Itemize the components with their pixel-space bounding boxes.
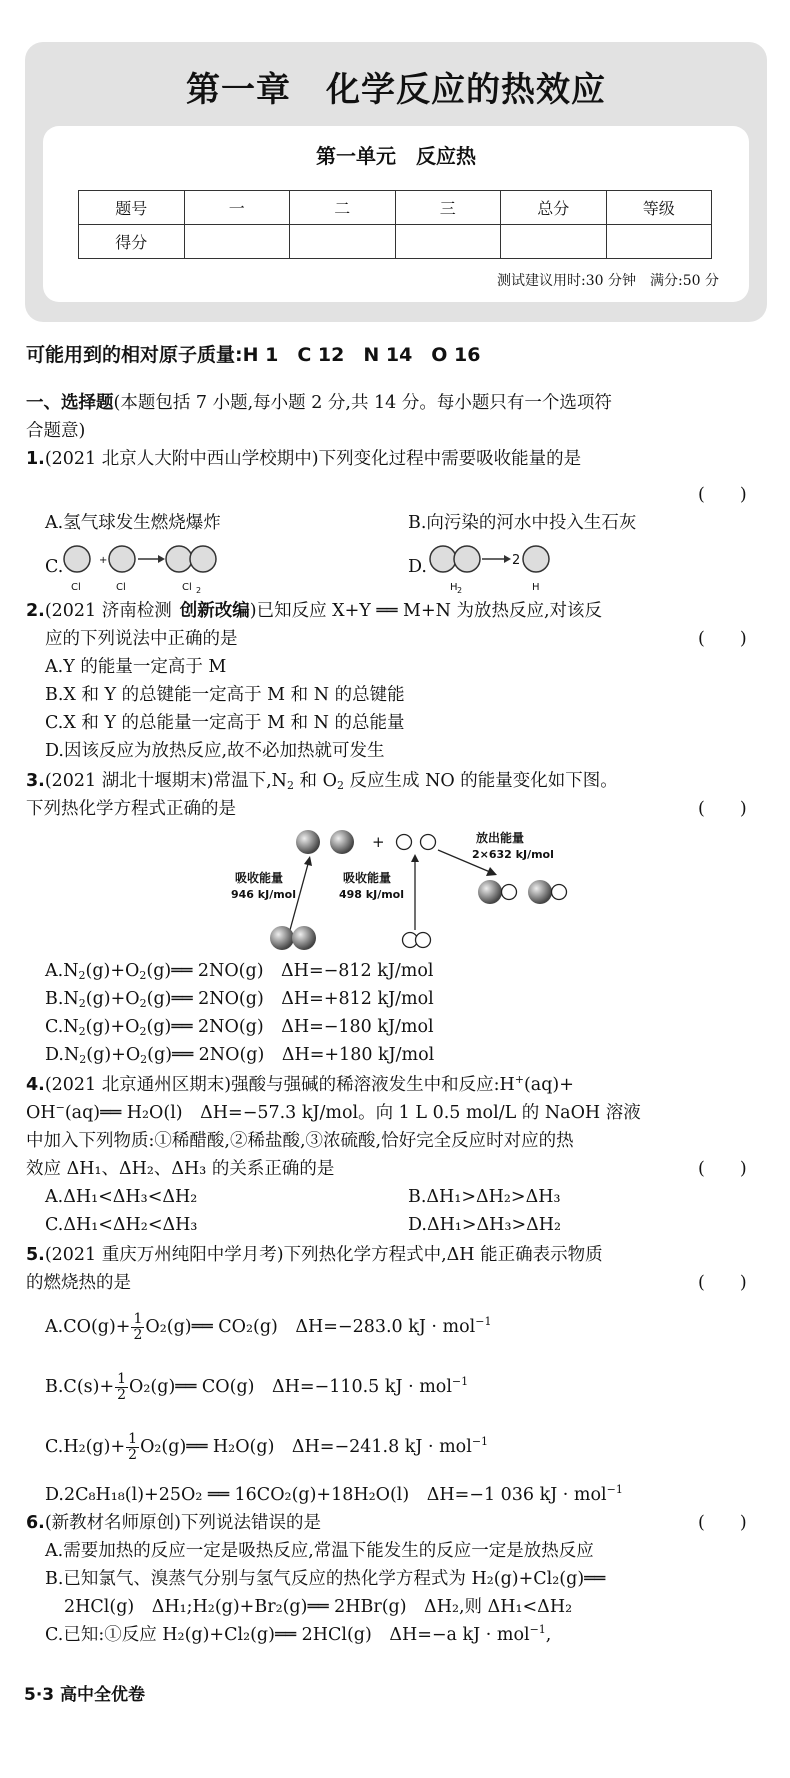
release-energy-title: 放出能量 (476, 831, 525, 845)
score-header-cell: 三 (395, 191, 501, 225)
cl-label: Cl (116, 582, 126, 593)
q3-answer-bracket[interactable]: ( ) (698, 799, 747, 819)
eq-part: O₂(g)══ CO₂(g) ΔH=−283.0 kJ · mol (145, 1317, 476, 1337)
q1-option-c-diagram (62, 540, 227, 596)
q5-number: 5. (26, 1245, 45, 1265)
q4-line1-end: (aq)+ (523, 1075, 574, 1095)
superscript: −1 (606, 1483, 623, 1496)
q5-stem-line2: 的燃烧热的是 (26, 1273, 131, 1293)
section-note: (本题包括 7 小题,每小题 2 分,共 14 分。每小题只有一个选项符 (113, 393, 612, 413)
eq-part: N (63, 1017, 79, 1037)
score-row-label: 得分 (79, 225, 185, 259)
test-time: 测试建议用时:30 分钟 满分:50 分 (497, 273, 719, 289)
fraction-half (131, 1312, 144, 1343)
score-cell[interactable] (501, 225, 607, 259)
q6-answer-bracket[interactable]: ( ) (698, 1513, 747, 1533)
q6-stem (26, 1512, 321, 1534)
score-panel (43, 126, 749, 302)
q3-option-c (45, 1016, 434, 1038)
eq-part: B.C(s)+ (45, 1377, 115, 1397)
opt-letter: A. (45, 961, 64, 981)
atomic-mass-line: 可能用到的相对原子质量:H 1 C 12 N 14 O 16 (26, 344, 481, 366)
cl2-label: Cl (182, 582, 192, 593)
absorb-energy-value-2: 498 kJ/mol (339, 888, 405, 901)
subscript: 2 (139, 997, 147, 1010)
q4-line2-pre: OH (26, 1103, 56, 1123)
q2-stem-pre: (2021 济南检测 (44, 601, 172, 621)
subscript: 2 (336, 779, 344, 792)
superscript: −1 (471, 1435, 489, 1448)
q6-option-c-line1 (45, 1624, 551, 1646)
cl2-atom (190, 546, 216, 572)
subscript: 2 (140, 1053, 148, 1066)
score-table-header-row (79, 191, 712, 225)
section-note-line2: 合题意) (26, 421, 86, 441)
q1-stem-text: (2021 北京人大附中西山学校期中)下列变化过程中需要吸收能量的是 (44, 449, 582, 469)
q1-stem (26, 448, 581, 470)
q2-stem (26, 600, 602, 622)
eq-part: , (545, 1625, 552, 1645)
superscript: −1 (529, 1623, 546, 1636)
q4-stem-line2 (26, 1102, 641, 1124)
q6-number: 6. (26, 1513, 45, 1533)
subscript: 2 (78, 1025, 86, 1038)
o-atom (421, 835, 436, 850)
score-header-cell: 题号 (79, 191, 185, 225)
eq-part: D.2C₈H₁₈(l)+25O₂ ══ 16CO₂(g)+18H₂O(l) ΔH=−1 036 kJ · mol (45, 1485, 607, 1505)
arrow-head (158, 555, 165, 563)
frac-num: 1 (133, 1311, 143, 1327)
q5-option-b (45, 1370, 468, 1404)
header-panel (25, 42, 767, 322)
delta-h: ΔH=−812 kJ/mol (281, 961, 434, 981)
eq-part: C.已知:①反应 H₂(g)+Cl₂(g)══ 2HCl(g) ΔH=−a kJ · mol (45, 1625, 530, 1645)
score-cell[interactable] (290, 225, 396, 259)
plus-sign: + (99, 555, 108, 566)
q4-line2: (aq)══ H₂O(l) ΔH=−57.3 kJ/mol。向 1 L 0.5 mol/L 的 NaOH 溶液 (64, 1103, 641, 1123)
section-heading (26, 392, 612, 414)
section-title: 一、选择题 (26, 393, 114, 413)
opt-letter: B. (45, 989, 64, 1009)
chapter-title: 第一章 化学反应的热效应 (186, 70, 606, 110)
score-header-cell: 二 (290, 191, 396, 225)
superscript: + (514, 1073, 524, 1086)
no-n-atom (528, 880, 552, 904)
q1-option-c-label: C. (45, 557, 64, 577)
score-table (78, 190, 712, 259)
q2-stem-line2: 应的下列说法中正确的是 (45, 629, 238, 649)
fraction-half (115, 1372, 128, 1403)
q6-stem-text: (新教材名师原创)下列说法错误的是 (44, 1513, 321, 1533)
q4-line1: (2021 北京通州区期末)强酸与强碱的稀溶液发生中和反应:H (44, 1075, 515, 1095)
arrow-head (304, 856, 312, 866)
q3-option-a (45, 960, 433, 982)
cl-atom (64, 546, 90, 572)
plus-sign: + (372, 833, 385, 851)
superscript: −1 (475, 1315, 492, 1328)
q5-answer-bracket[interactable]: ( ) (698, 1273, 747, 1293)
frac-den: 2 (128, 1447, 138, 1463)
eq-part: O₂(g)══ H₂O(g) ΔH=−241.8 kJ · mol (140, 1437, 472, 1457)
eq-part: (g)══ 2NO(g) (146, 1017, 282, 1037)
subscript: 2 (78, 997, 86, 1010)
h-atom (523, 546, 549, 572)
h2-label: H (450, 582, 458, 593)
footer-brand: 5·3 高中全优卷 (24, 1685, 146, 1705)
q2-stem-post: )已知反应 X+Y ══ M+N 为放热反应,对该反 (249, 601, 603, 621)
absorb-energy-value-1: 946 kJ/mol (231, 888, 297, 901)
arrow-head (504, 555, 511, 563)
delta-h: ΔH=−180 kJ/mol (281, 1017, 434, 1037)
q2-option-d: D.因该反应为放热反应,故不必加热就可发生 (45, 741, 385, 761)
q3-option-b (45, 988, 434, 1010)
eq-part: (g)══ 2NO(g) (146, 961, 282, 981)
opt-letter: C. (45, 1017, 64, 1037)
frac-num: 1 (117, 1371, 127, 1387)
q3-option-d (45, 1044, 434, 1066)
unit-title: 第一单元 反应热 (316, 144, 476, 168)
q1-answer-bracket[interactable]: ( ) (698, 485, 747, 505)
q3-number: 3. (26, 771, 45, 791)
cl-label: Cl (71, 582, 81, 593)
q4-stem-line1 (26, 1074, 574, 1096)
eq-part: (g)+O (85, 1017, 140, 1037)
h2-subscript: 2 (457, 586, 463, 595)
q1-number: 1. (26, 449, 45, 469)
absorb-energy-title-1: 吸收能量 (235, 871, 284, 885)
no-o-atom (502, 885, 517, 900)
eq-part: O₂(g)══ CO(g) ΔH=−110.5 kJ · mol (129, 1377, 452, 1397)
delta-h: ΔH=+180 kJ/mol (281, 1045, 435, 1065)
delta-h: ΔH=+812 kJ/mol (281, 989, 434, 1009)
h2-atom (430, 546, 456, 572)
cl2-atom (166, 546, 192, 572)
q2-answer-bracket[interactable]: ( ) (698, 629, 747, 649)
subscript: 2 (286, 779, 294, 792)
eq-part: (g)+O (85, 989, 140, 1009)
cl2-subscript: 2 (196, 586, 202, 595)
q1-option-d-diagram (428, 540, 558, 596)
eq-part: N (63, 1045, 80, 1065)
q5-option-c (45, 1430, 488, 1464)
q3-stem (26, 770, 618, 792)
no-n-atom (478, 880, 502, 904)
score-header-cell: 总分 (501, 191, 607, 225)
superscript: −1 (451, 1375, 469, 1388)
q6-option-b-line2: 2HCl(g) ΔH₁;H₂(g)+Br₂(g)══ 2HBr(g) ΔH₂,则 ΔH₁<ΔH₂ (64, 1597, 573, 1617)
frac-num: 1 (128, 1431, 138, 1447)
n2-atom (292, 926, 316, 950)
eq-part: (g)+O (85, 961, 140, 981)
q3-stem-b: 和 O (293, 771, 337, 791)
subscript: 2 (78, 969, 86, 982)
score-header-cell: 等级 (606, 191, 712, 225)
frac-den: 2 (117, 1387, 127, 1403)
q4-stem-line3: 中加入下列物质:①稀醋酸,②稀盐酸,③浓硫酸,恰好完全反应时对应的热 (26, 1131, 574, 1151)
o2-atom (416, 933, 431, 948)
q3-energy-diagram (220, 820, 590, 955)
cl-atom (109, 546, 135, 572)
n2-atom (270, 926, 294, 950)
subscript: 2 (79, 1053, 87, 1066)
superscript: − (55, 1101, 65, 1114)
eq-part: (g)══ 2NO(g) (146, 989, 282, 1009)
q6-option-b-line1: B.已知氯气、溴蒸气分别与氢气反应的热化学方程式为 H₂(g)+Cl₂(g)══ (45, 1569, 606, 1589)
no-o-atom (552, 885, 567, 900)
q5-option-d (45, 1484, 623, 1506)
q4-option-a: A.ΔH₁<ΔH₃<ΔH₂ (45, 1187, 198, 1207)
coefficient: 2 (512, 553, 521, 568)
release-energy-value: 2×632 kJ/mol (472, 848, 554, 861)
q3-stem-a: (2021 湖北十堰期末)常温下,N (44, 771, 287, 791)
q4-option-c: C.ΔH₁<ΔH₂<ΔH₃ (45, 1215, 198, 1235)
q5-stem (26, 1244, 603, 1266)
q4-option-d: D.ΔH₁>ΔH₃>ΔH₂ (408, 1215, 562, 1235)
score-header-cell: 一 (184, 191, 290, 225)
subscript: 2 (139, 969, 147, 982)
q2-option-a: A.Y 的能量一定高于 M (45, 657, 227, 677)
score-cell[interactable] (395, 225, 501, 259)
q2-tag: 创新改编 (179, 601, 250, 621)
eq-part: (g)+O (86, 1045, 141, 1065)
score-cell[interactable] (606, 225, 712, 259)
q5-stem-text: (2021 重庆万州纯阳中学月考)下列热化学方程式中,ΔH 能正确表示物质 (44, 1245, 603, 1265)
o-atom (397, 835, 412, 850)
opt-letter: D. (45, 1045, 64, 1065)
q3-stem-line2: 下列热化学方程式正确的是 (26, 799, 236, 819)
arrow-head (411, 854, 419, 862)
n-atom (330, 830, 354, 854)
frac-den: 2 (133, 1327, 143, 1343)
q2-option-c: C.X 和 Y 的总能量一定高于 M 和 N 的总能量 (45, 713, 405, 733)
subscript: 2 (139, 1025, 147, 1038)
q5-option-a (45, 1310, 492, 1344)
eq-part: (g)══ 2NO(g) (147, 1045, 282, 1065)
n-atom (296, 830, 320, 854)
q1-option-b: B.向污染的河水中投入生石灰 (408, 513, 637, 533)
q4-answer-bracket[interactable]: ( ) (698, 1159, 747, 1179)
fraction-half (126, 1432, 139, 1463)
q4-number: 4. (26, 1075, 45, 1095)
q2-number: 2. (26, 601, 45, 621)
q2-option-b: B.X 和 Y 的总键能一定高于 M 和 N 的总键能 (45, 685, 405, 705)
eq-part: C.H₂(g)+ (45, 1437, 126, 1457)
h2-atom (454, 546, 480, 572)
q3-stem-c: 反应生成 NO 的能量变化如下图。 (343, 771, 618, 791)
q4-option-b: B.ΔH₁>ΔH₂>ΔH₃ (408, 1187, 561, 1207)
h-label: H (532, 582, 540, 593)
q1-option-d-label: D. (408, 557, 427, 577)
q4-stem-line4: 效应 ΔH₁、ΔH₂、ΔH₃ 的关系正确的是 (26, 1159, 335, 1179)
q1-option-a: A.氢气球发生燃烧爆炸 (45, 513, 221, 533)
q6-option-a: A.需要加热的反应一定是吸热反应,常温下能发生的反应一定是放热反应 (45, 1541, 594, 1561)
score-table-score-row (79, 225, 712, 259)
eq-part: A.CO(g)+ (45, 1317, 131, 1337)
eq-part: N (63, 961, 79, 981)
eq-part: N (63, 989, 79, 1009)
absorb-energy-title-2: 吸收能量 (343, 871, 392, 885)
score-cell[interactable] (184, 225, 290, 259)
